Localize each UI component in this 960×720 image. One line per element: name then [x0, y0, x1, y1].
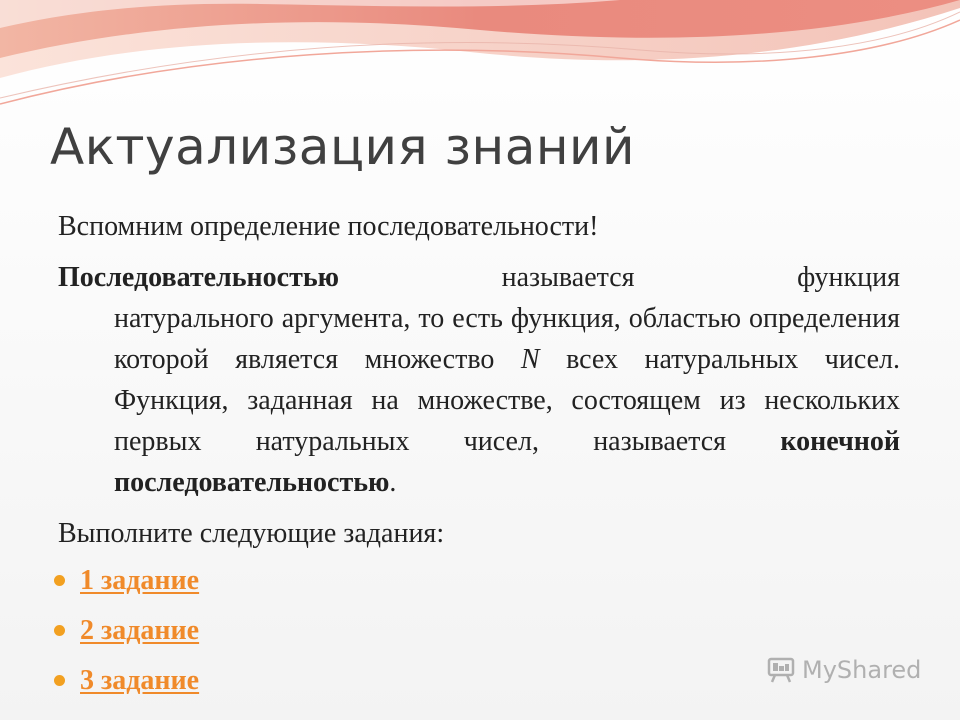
definition-text-b: всех натуральных чисел. Функция, заданная на множестве, состоящем из нескольких первых натуральных чисел, называется — [114, 344, 900, 457]
slide-content — [58, 206, 900, 710]
set-symbol-n: N — [520, 344, 540, 375]
task-1-link[interactable]: 1 задание — [80, 565, 200, 596]
definition-end: . — [389, 467, 397, 498]
watermark-text: MyShared — [802, 656, 922, 684]
bullet-icon — [54, 625, 65, 636]
slide-title: Актуализация знаний — [50, 118, 636, 176]
definition-paragraph — [58, 257, 900, 503]
definition-text-a: натурального аргумента, то есть функция, областью определения которой является множество — [114, 303, 900, 375]
presentation-board-icon — [766, 655, 796, 685]
definition-body — [86, 298, 900, 503]
list-item — [54, 560, 900, 610]
header-wave-decoration — [0, 0, 960, 120]
bullet-icon — [54, 575, 65, 586]
intro-text: Вспомним определение последовательности! — [58, 211, 599, 242]
definition-word-called: называется — [501, 262, 635, 293]
bullet-icon — [54, 675, 65, 686]
list-item — [54, 610, 900, 660]
tasks-intro-text: Выполните следующие задания: — [58, 518, 445, 549]
definition-term-finite: конечной последовательностью — [114, 426, 900, 498]
definition-first-line — [58, 257, 900, 298]
task-list — [58, 560, 900, 710]
watermark — [766, 655, 921, 685]
task-3-link[interactable]: 3 задание — [80, 665, 200, 696]
definition-word-function: функция — [797, 262, 900, 293]
definition-term: Последовательностью — [58, 262, 340, 293]
task-2-link[interactable]: 2 задание — [80, 615, 200, 646]
